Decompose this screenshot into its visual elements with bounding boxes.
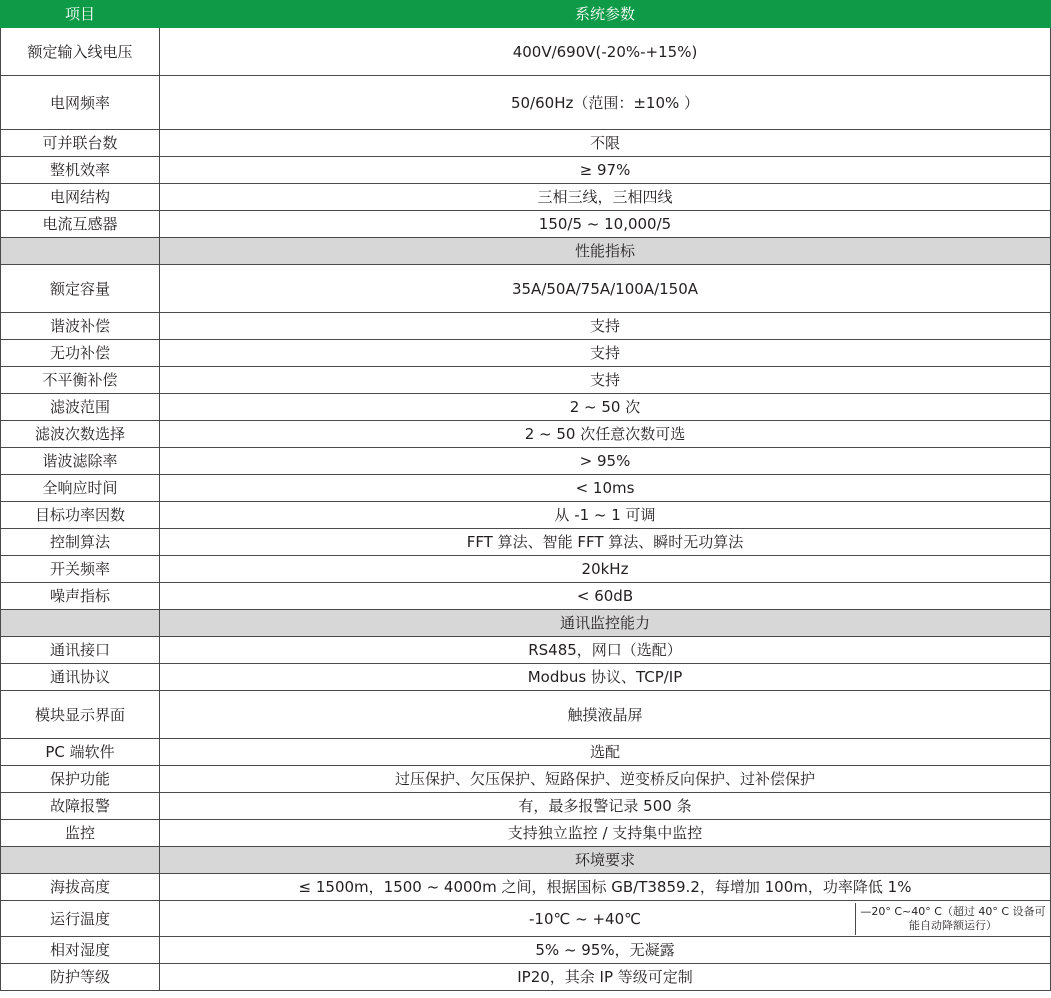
row-label: 不平衡补偿	[1, 367, 160, 394]
row-value: 400V/690V(-20%-+15%)	[160, 28, 1051, 76]
row-label: 可并联台数	[1, 130, 160, 157]
table-row	[1, 394, 1051, 421]
row-value: 支持	[160, 367, 1051, 394]
row-value: < 60dB	[160, 583, 1051, 610]
table-row	[1, 448, 1051, 475]
table-row	[1, 820, 1051, 847]
row-value: 5% ~ 95%，无凝露	[160, 937, 1051, 964]
temperature-value: -10℃ ~ +40℃	[529, 909, 641, 928]
table-row	[1, 766, 1051, 793]
table-row	[1, 211, 1051, 238]
row-label: 额定容量	[1, 265, 160, 313]
section-blank	[1, 238, 160, 265]
row-value: 不限	[160, 130, 1051, 157]
row-label: 目标功率因数	[1, 502, 160, 529]
row-value: 选配	[160, 739, 1051, 766]
row-label: 全响应时间	[1, 475, 160, 502]
table-row	[1, 265, 1051, 313]
table-row	[1, 502, 1051, 529]
table-row	[1, 874, 1051, 901]
row-value: 20kHz	[160, 556, 1051, 583]
row-value: 触摸液晶屏	[160, 691, 1051, 739]
table-row	[1, 637, 1051, 664]
row-label: 监控	[1, 820, 160, 847]
section-row-env	[1, 847, 1051, 874]
row-label: 相对湿度	[1, 937, 160, 964]
row-value: > 95%	[160, 448, 1051, 475]
row-label: 海拔高度	[1, 874, 160, 901]
section-title: 通讯监控能力	[160, 610, 1051, 637]
row-value: 支持	[160, 340, 1051, 367]
table-row	[1, 76, 1051, 130]
row-label: 电网结构	[1, 184, 160, 211]
table-row	[1, 367, 1051, 394]
row-value: Modbus 协议、TCP/IP	[160, 664, 1051, 691]
row-value: 2 ~ 50 次	[160, 394, 1051, 421]
table-row	[1, 421, 1051, 448]
row-label: 通讯接口	[1, 637, 160, 664]
row-value-split	[160, 901, 1051, 937]
row-value: 2 ~ 50 次任意次数可选	[160, 421, 1051, 448]
row-value: 35A/50A/75A/100A/150A	[160, 265, 1051, 313]
row-label: 谐波滤除率	[1, 448, 160, 475]
table-row	[1, 313, 1051, 340]
table-row	[1, 556, 1051, 583]
row-value: 三相三线，三相四线	[160, 184, 1051, 211]
row-label: 模块显示界面	[1, 691, 160, 739]
row-value: 从 -1 ~ 1 可调	[160, 502, 1051, 529]
row-value: 50/60Hz（范围：±10% ）	[160, 76, 1051, 130]
section-title: 性能指标	[160, 238, 1051, 265]
row-label: 电流互感器	[1, 211, 160, 238]
row-value: 支持	[160, 313, 1051, 340]
row-label: 故障报警	[1, 793, 160, 820]
row-label: 滤波范围	[1, 394, 160, 421]
row-label: 电网频率	[1, 76, 160, 130]
row-value: ≥ 97%	[160, 157, 1051, 184]
table-row	[1, 739, 1051, 766]
header-param: 系统参数	[160, 1, 1051, 28]
table-row	[1, 184, 1051, 211]
row-label: 谐波补偿	[1, 313, 160, 340]
row-label: 控制算法	[1, 529, 160, 556]
section-title: 环境要求	[160, 847, 1051, 874]
table-row	[1, 529, 1051, 556]
row-label: 通讯协议	[1, 664, 160, 691]
row-label: 噪声指标	[1, 583, 160, 610]
row-value: 有，最多报警记录 500 条	[160, 793, 1051, 820]
row-value: 支持独立监控 / 支持集中监控	[160, 820, 1051, 847]
row-label: 滤波次数选择	[1, 421, 160, 448]
row-value: ≤ 1500m，1500 ~ 4000m 之间，根据国标 GB/T3859.2，每增加 100m，功率降低 1%	[160, 874, 1051, 901]
row-label: 运行温度	[1, 901, 160, 937]
row-label: 保护功能	[1, 766, 160, 793]
temperature-note: —20° C~40° C（超过 40° C 设备可能自动降额运行）	[855, 903, 1050, 935]
row-label: 防护等级	[1, 964, 160, 991]
row-value: 150/5 ~ 10,000/5	[160, 211, 1051, 238]
table-row	[1, 691, 1051, 739]
header-item: 项目	[1, 1, 160, 28]
table-row	[1, 583, 1051, 610]
table-row	[1, 130, 1051, 157]
row-label: 无功补偿	[1, 340, 160, 367]
section-blank	[1, 847, 160, 874]
table-row	[1, 964, 1051, 991]
table-row	[1, 664, 1051, 691]
table-row	[1, 28, 1051, 76]
table-row	[1, 157, 1051, 184]
table-row	[1, 475, 1051, 502]
row-label: 整机效率	[1, 157, 160, 184]
section-row-comm	[1, 610, 1051, 637]
temperature-wrap	[160, 903, 1050, 935]
row-label: 开关频率	[1, 556, 160, 583]
row-value: RS485，网口（选配）	[160, 637, 1051, 664]
section-blank	[1, 610, 160, 637]
row-value: < 10ms	[160, 475, 1051, 502]
row-value: 过压保护、欠压保护、短路保护、逆变桥反向保护、过补偿保护	[160, 766, 1051, 793]
row-value: FFT 算法、智能 FFT 算法、瞬时无功算法	[160, 529, 1051, 556]
row-value: IP20，其余 IP 等级可定制	[160, 964, 1051, 991]
table-row	[1, 937, 1051, 964]
table-row	[1, 340, 1051, 367]
section-row-performance	[1, 238, 1051, 265]
row-label: PC 端软件	[1, 739, 160, 766]
table-row	[1, 793, 1051, 820]
row-label: 额定输入线电压	[1, 28, 160, 76]
table-row	[1, 901, 1051, 937]
